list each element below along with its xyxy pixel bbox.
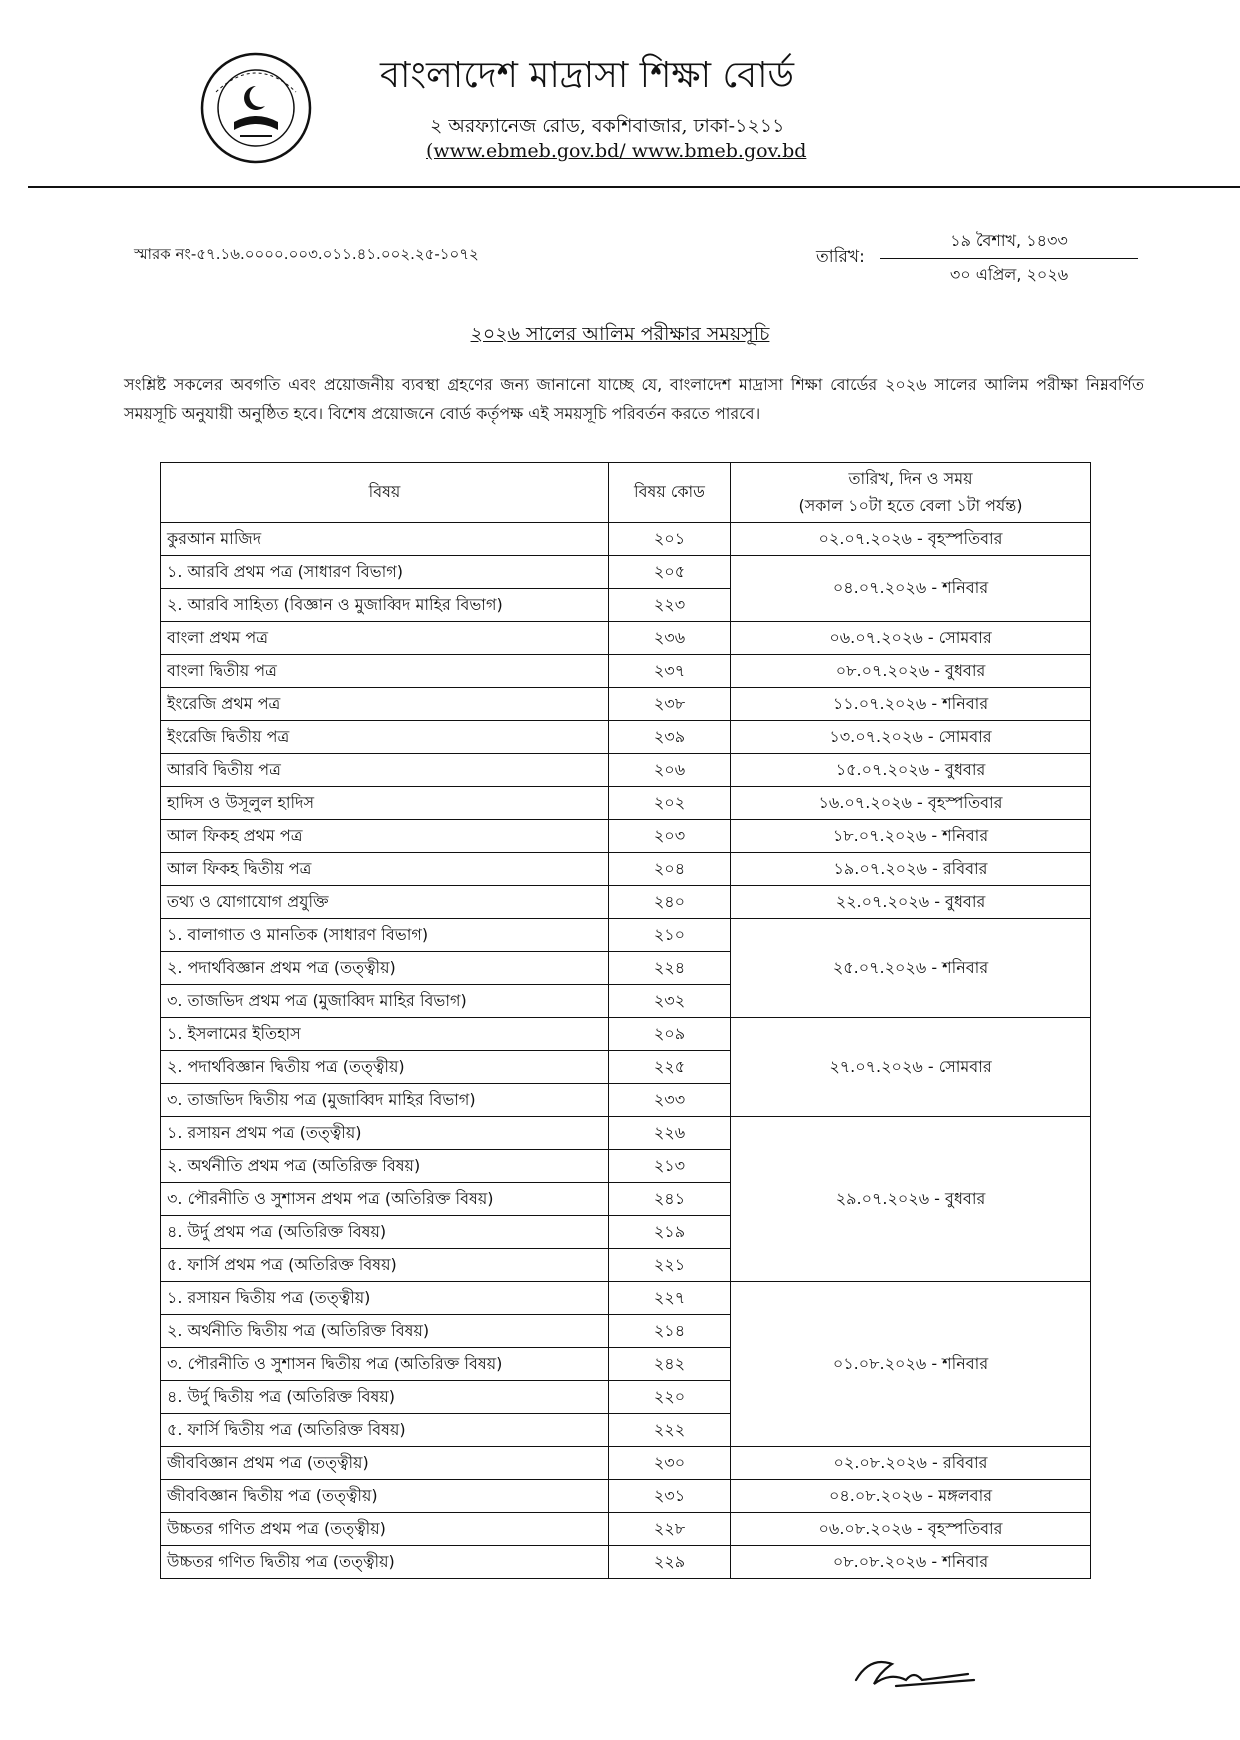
subject-code-cell: ২২৪ <box>609 952 731 985</box>
subject-cell: ৩. পৌরনীতি ও সুশাসন দ্বিতীয় পত্র (অতিরিক্ত বিষয়) <box>161 1348 609 1381</box>
exam-date-cell: ০৬.০৮.২০২৬ - বৃহস্পতিবার <box>731 1513 1091 1546</box>
subject-code-cell: ২১৯ <box>609 1216 731 1249</box>
table-row <box>161 1447 1091 1480</box>
exam-date-cell: ১৬.০৭.২০২৬ - বৃহস্পতিবার <box>731 787 1091 820</box>
date-label: তারিখ: <box>816 247 865 267</box>
subject-cell: তথ্য ও যোগাযোগ প্রযুক্তি <box>161 886 609 919</box>
exam-date-cell: ২২.০৭.২০২৬ - বুধবার <box>731 886 1091 919</box>
subject-cell: ২. অর্থনীতি প্রথম পত্র (অতিরিক্ত বিষয়) <box>161 1150 609 1183</box>
table-row <box>161 721 1091 754</box>
subject-code-cell: ২০৩ <box>609 820 731 853</box>
table-row <box>161 1480 1091 1513</box>
subject-cell: ১. ইসলামের ইতিহাস <box>161 1018 609 1051</box>
exam-date-cell: ০৪.০৭.২০২৬ - শনিবার <box>731 556 1091 622</box>
exam-date-cell: ১৯.০৭.২০২৬ - রবিবার <box>731 853 1091 886</box>
document-title-text: ২০২৬ সালের আলিম পরীক্ষার সময়সূচি <box>470 323 770 345</box>
subject-cell: জীববিজ্ঞান প্রথম পত্র (তত্ত্বীয়) <box>161 1447 609 1480</box>
subject-code-cell: ২২১ <box>609 1249 731 1282</box>
table-row <box>161 622 1091 655</box>
subject-cell: ৩. পৌরনীতি ও সুশাসন প্রথম পত্র (অতিরিক্ত বিষয়) <box>161 1183 609 1216</box>
table-row <box>161 688 1091 721</box>
header-divider <box>28 186 1240 188</box>
date-gregorian: ৩০ এপ্রিল, ২০২৬ <box>949 265 1069 284</box>
board-website-link[interactable]: (www.ebmeb.gov.bd/ www.bmeb.gov.bd <box>426 140 807 162</box>
subject-cell: ইংরেজি প্রথম পত্র <box>161 688 609 721</box>
subject-cell: বাংলা প্রথম পত্র <box>161 622 609 655</box>
table-row <box>161 787 1091 820</box>
subject-code-cell: ২৩৯ <box>609 721 731 754</box>
subject-cell: আল ফিকহ দ্বিতীয় পত্র <box>161 853 609 886</box>
subject-cell: ৪. উর্দু দ্বিতীয় পত্র (অতিরিক্ত বিষয়) <box>161 1381 609 1414</box>
exam-date-cell: ০১.০৮.২০২৬ - শনিবার <box>731 1282 1091 1447</box>
subject-cell: ১. বালাগাত ও মানতিক (সাধারণ বিভাগ) <box>161 919 609 952</box>
table-row <box>161 1513 1091 1546</box>
subject-code-cell: ২২৮ <box>609 1513 731 1546</box>
exam-date-cell: ০৮.০৭.২০২৬ - বুধবার <box>731 655 1091 688</box>
exam-date-cell: ১৮.০৭.২০২৬ - শনিবার <box>731 820 1091 853</box>
subject-cell: ৫. ফার্সি প্রথম পত্র (অতিরিক্ত বিষয়) <box>161 1249 609 1282</box>
table-row <box>161 1117 1091 1150</box>
subject-cell: বাংলা দ্বিতীয় পত্র <box>161 655 609 688</box>
subject-code-cell: ২০২ <box>609 787 731 820</box>
subject-code-cell: ২২৬ <box>609 1117 731 1150</box>
subject-code-cell: ২৩৮ <box>609 688 731 721</box>
table-row <box>161 523 1091 556</box>
subject-cell: উচ্চতর গণিত দ্বিতীয় পত্র (তত্ত্বীয়) <box>161 1546 609 1579</box>
table-body <box>161 523 1091 1579</box>
table-row <box>161 820 1091 853</box>
subject-cell: ১. রসায়ন প্রথম পত্র (তত্ত্বীয়) <box>161 1117 609 1150</box>
subject-code-cell: ২১৪ <box>609 1315 731 1348</box>
exam-date-cell: ০৬.০৭.২০২৬ - সোমবার <box>731 622 1091 655</box>
table-row <box>161 1282 1091 1315</box>
exam-date-cell: ১৫.০৭.২০২৬ - বুধবার <box>731 754 1091 787</box>
subject-cell: ২. পদার্থবিজ্ঞান প্রথম পত্র (তত্ত্বীয়) <box>161 952 609 985</box>
table-row <box>161 754 1091 787</box>
subject-code-cell: ২০৫ <box>609 556 731 589</box>
exam-date-cell: ০২.০৭.২০২৬ - বৃহস্পতিবার <box>731 523 1091 556</box>
header-date <box>731 463 1091 523</box>
subject-cell: ২. আরবি সাহিত্য (বিজ্ঞান ও মুজাব্বিদ মাহির বিভাগ) <box>161 589 609 622</box>
exam-date-cell: ২৯.০৭.২০২৬ - বুধবার <box>731 1117 1091 1282</box>
subject-code-cell: ২২৩ <box>609 589 731 622</box>
subject-cell: হাদিস ও উসূলুল হাদিস <box>161 787 609 820</box>
document-title <box>0 320 1240 352</box>
subject-cell: জীববিজ্ঞান দ্বিতীয় পত্র (তত্ত্বীয়) <box>161 1480 609 1513</box>
subject-cell: কুরআন মাজিদ <box>161 523 609 556</box>
table-row <box>161 853 1091 886</box>
subject-cell: আরবি দ্বিতীয় পত্র <box>161 754 609 787</box>
subject-code-cell: ২২৫ <box>609 1051 731 1084</box>
subject-code-cell: ২৩৬ <box>609 622 731 655</box>
subject-code-cell: ২১৩ <box>609 1150 731 1183</box>
subject-cell: ৫. ফার্সি দ্বিতীয় পত্র (অতিরিক্ত বিষয়) <box>161 1414 609 1447</box>
subject-code-cell: ২০১ <box>609 523 731 556</box>
signature-icon <box>850 1650 980 1696</box>
subject-cell: ৪. উর্দু প্রথম পত্র (অতিরিক্ত বিষয়) <box>161 1216 609 1249</box>
board-seal-icon <box>200 52 312 164</box>
subject-code-cell: ২২৭ <box>609 1282 731 1315</box>
subject-code-cell: ২১০ <box>609 919 731 952</box>
header-date-line2: (সকাল ১০টা হতে বেলা ১টা পর্যন্ত) <box>798 495 1023 515</box>
subject-cell: ৩. তাজভিদ প্রথম পত্র (মুজাব্বিদ মাহির বিভাগ) <box>161 985 609 1018</box>
table-header-row <box>161 463 1091 523</box>
header-subject: বিষয় <box>161 463 609 523</box>
table-row <box>161 556 1091 589</box>
table-row <box>161 886 1091 919</box>
subject-code-cell: ২৩২ <box>609 985 731 1018</box>
subject-cell: উচ্চতর গণিত প্রথম পত্র (তত্ত্বীয়) <box>161 1513 609 1546</box>
subject-code-cell: ২৪১ <box>609 1183 731 1216</box>
subject-code-cell: ২৪০ <box>609 886 731 919</box>
exam-date-cell: ১১.০৭.২০২৬ - শনিবার <box>731 688 1091 721</box>
subject-code-cell: ২৩৩ <box>609 1084 731 1117</box>
table-row <box>161 1018 1091 1051</box>
subject-code-cell: ২৩০ <box>609 1447 731 1480</box>
subject-code-cell: ২২২ <box>609 1414 731 1447</box>
memo-number: স্মারক নং-৫৭.১৬.০০০০.০০৩.০১১.৪১.০০২.২৫-১০৭২ <box>134 245 479 263</box>
subject-code-cell: ২০৯ <box>609 1018 731 1051</box>
exam-date-cell: ০৪.০৮.২০২৬ - মঙ্গলবার <box>731 1480 1091 1513</box>
subject-cell: ৩. তাজভিদ দ্বিতীয় পত্র (মুজাব্বিদ মাহির বিভাগ) <box>161 1084 609 1117</box>
exam-schedule-table <box>160 462 1091 1579</box>
date-bangla: ১৯ বৈশাখ, ১৪৩৩ <box>950 231 1068 250</box>
intro-paragraph: সংশ্লিষ্ট সকলের অবগতি এবং প্রয়োজনীয় ব্যবস্থা গ্রহণের জন্য জানানো যাচ্ছে যে, বাংলাদেশ মাদ্রাসা শিক্ষা বোর্ডের ২০২৬ সালের আলিম পরীক্ষা নিম্নবর্ণিত সময়সূচি অনুযায়ী অনুষ্ঠিত হবে। বিশেষ প্রয়োজনে বোর্ড কর্তৃপক্ষ এই সময়সূচি পরিবর্তন করতে পারবে। <box>124 375 1144 423</box>
subject-code-cell: ২০৬ <box>609 754 731 787</box>
subject-cell: ১. রসায়ন দ্বিতীয় পত্র (তত্ত্বীয়) <box>161 1282 609 1315</box>
exam-date-cell: ২৭.০৭.২০২৬ - সোমবার <box>731 1018 1091 1117</box>
subject-code-cell: ২৪২ <box>609 1348 731 1381</box>
table-row <box>161 919 1091 952</box>
subject-code-cell: ২৩৭ <box>609 655 731 688</box>
date-divider <box>880 258 1138 259</box>
subject-code-cell: ২২৯ <box>609 1546 731 1579</box>
subject-cell: ২. পদার্থবিজ্ঞান দ্বিতীয় পত্র (তত্ত্বীয়) <box>161 1051 609 1084</box>
table-row <box>161 1546 1091 1579</box>
exam-date-cell: ২৫.০৭.২০২৬ - শনিবার <box>731 919 1091 1018</box>
exam-date-cell: ০২.০৮.২০২৬ - রবিবার <box>731 1447 1091 1480</box>
board-address: ২ অরফ্যানেজ রোড, বকশিবাজার, ঢাকা-১২১১ <box>430 115 785 137</box>
exam-date-cell: ১৩.০৭.২০২৬ - সোমবার <box>731 721 1091 754</box>
table-row <box>161 655 1091 688</box>
board-name: বাংলাদেশ মাদ্রাসা শিক্ষা বোর্ড <box>380 55 795 96</box>
subject-cell: ১. আরবি প্রথম পত্র (সাধারণ বিভাগ) <box>161 556 609 589</box>
subject-code-cell: ২৩১ <box>609 1480 731 1513</box>
subject-cell: ইংরেজি দ্বিতীয় পত্র <box>161 721 609 754</box>
subject-cell: আল ফিকহ প্রথম পত্র <box>161 820 609 853</box>
subject-cell: ২. অর্থনীতি দ্বিতীয় পত্র (অতিরিক্ত বিষয়) <box>161 1315 609 1348</box>
header-code: বিষয় কোড <box>609 463 731 523</box>
exam-date-cell: ০৮.০৮.২০২৬ - শনিবার <box>731 1546 1091 1579</box>
subject-code-cell: ২০৪ <box>609 853 731 886</box>
subject-code-cell: ২২০ <box>609 1381 731 1414</box>
header-date-line1: তারিখ, দিন ও সময় <box>848 468 973 488</box>
